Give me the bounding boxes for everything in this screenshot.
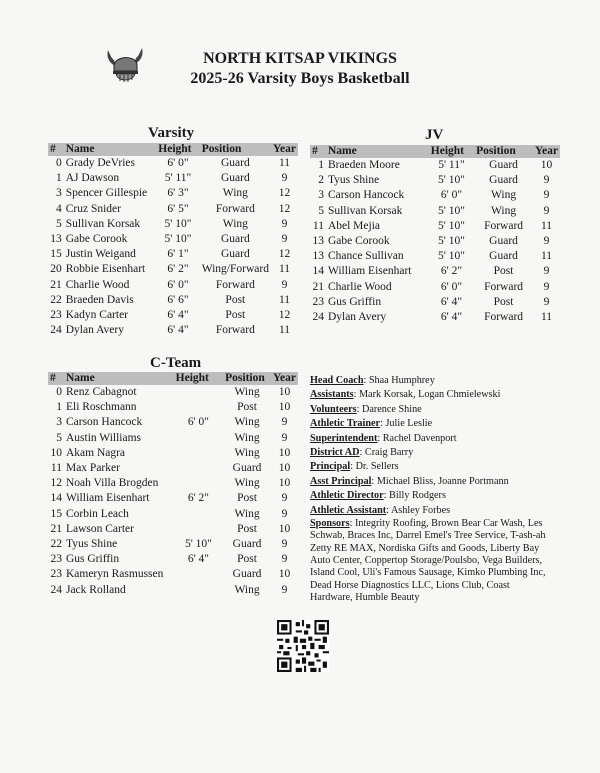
player-year: 9 [543, 189, 550, 202]
player-position: Post [237, 522, 257, 535]
staff-label: Athletic Director [310, 490, 384, 502]
player-position: Post [493, 295, 514, 308]
player-year: 9 [281, 217, 288, 230]
player-height [174, 507, 224, 522]
player-name: Dylan Avery [65, 324, 124, 337]
table-row [310, 204, 560, 219]
table-row [310, 188, 560, 203]
player-number: 5 [318, 204, 324, 217]
player-height: 5' 10" [438, 235, 465, 248]
table-row [310, 219, 560, 234]
player-name: Braeden Moore [327, 159, 400, 171]
player-position: Wing [234, 446, 260, 459]
player-year: 9 [281, 416, 288, 429]
player-name: Dylan Avery [327, 311, 387, 324]
player-name: Cruz Snider [65, 202, 121, 215]
player-height: 6' 2" [440, 265, 463, 278]
player-year: 9 [543, 280, 550, 293]
table-row [48, 247, 298, 262]
varsity-roster-table [48, 143, 298, 338]
table-row [48, 431, 298, 446]
staff-entry: Asst Principal: Michael Bliss, Joanne Portmann [310, 475, 509, 487]
staff-label: Superintendent [310, 432, 378, 444]
table-row [48, 537, 298, 552]
player-number: 15 [50, 248, 62, 261]
player-position: Wing [234, 386, 260, 398]
table-row [310, 249, 560, 264]
player-height: 6' 4" [440, 295, 463, 308]
player-number: 20 [50, 263, 62, 276]
player-height: 6' 5" [167, 202, 189, 215]
page-title: NORTH KITSAP VIKINGS [203, 50, 397, 67]
player-year: 11 [540, 219, 553, 232]
player-number: 1 [318, 159, 324, 171]
player-height: 6' 0" [440, 189, 463, 202]
player-position: Guard [489, 250, 518, 263]
player-name: Spencer Gillespie [65, 187, 148, 200]
player-name: Carson Hancock [65, 416, 143, 429]
player-position: Forward [215, 324, 255, 337]
player-name: Tyus Shine [65, 538, 118, 551]
player-name: Gus Griffin [327, 295, 382, 308]
table-row [48, 567, 298, 582]
player-position: Post [493, 265, 514, 278]
col-year-header: Year [272, 143, 296, 155]
player-year: 10 [278, 522, 291, 535]
staff-entry: Assistants: Mark Korsak, Logan Chmielewski [310, 389, 501, 401]
staff-label: District AD [310, 447, 360, 459]
player-position: Wing [234, 477, 260, 490]
player-height: 6' 3" [167, 187, 189, 200]
player-number: 11 [50, 462, 62, 475]
player-year: 10 [278, 401, 291, 414]
player-year: 9 [281, 431, 288, 444]
player-number: 5 [55, 217, 62, 230]
table-row [48, 461, 298, 476]
player-position: Wing [234, 431, 260, 444]
table-row [310, 264, 560, 279]
player-number: 11 [312, 219, 324, 232]
player-name: William Eisenhart [65, 492, 150, 505]
player-position: Guard [220, 172, 250, 185]
table-row [48, 278, 298, 293]
player-year: 11 [540, 250, 553, 263]
player-position: Forward [484, 311, 524, 324]
player-height [174, 522, 224, 537]
player-year: 10 [278, 477, 291, 490]
player-name: Gabe Corook [65, 233, 128, 246]
table-row [310, 173, 560, 188]
staff-value: Michael Bliss, Joanne Portmann [376, 475, 509, 487]
table-header-row [48, 143, 298, 156]
player-name: Charlie Wood [327, 280, 392, 293]
player-position: Guard [232, 538, 262, 551]
staff-entry: Superintendent: Rachel Davenport [310, 432, 457, 444]
player-year: 9 [543, 174, 550, 187]
player-name: Kadyn Carter [65, 309, 129, 322]
staff-entry: District AD: Craig Barry [310, 447, 414, 459]
table-header-row [48, 372, 298, 385]
col-height-header: Height [175, 372, 209, 384]
player-name: Chance Sullivan [327, 250, 404, 263]
player-height [174, 385, 224, 400]
player-year: 10 [278, 568, 291, 581]
player-number: 21 [50, 522, 62, 535]
player-name: Renz Cabagnot [65, 386, 137, 398]
player-year: 9 [543, 295, 550, 308]
staff-label: Volunteers [310, 403, 357, 415]
player-number: 22 [50, 293, 62, 306]
jv-roster-table [310, 145, 560, 325]
player-height: 6' 0" [167, 157, 189, 169]
table-row [48, 171, 298, 186]
col-height-header: Height [158, 143, 192, 155]
player-name: Gabe Corook [327, 235, 390, 248]
player-number: 12 [50, 477, 62, 490]
player-position: Guard [232, 462, 262, 475]
col-position-header: Position [201, 143, 242, 155]
player-name: Noah Villa Brogden [65, 477, 159, 490]
player-name: Austin Williams [65, 431, 142, 444]
player-position: Forward [484, 219, 524, 232]
player-name: Robbie Eisenhart [65, 263, 146, 276]
player-year: 9 [281, 233, 288, 246]
player-number: 21 [312, 280, 324, 293]
varsity-title: Varsity [148, 125, 195, 141]
sponsors-entry: Sponsors: Integrity Roofing, Brown Bear Car Wash, Les Schwab, Braces Inc, Darrel Emel's Tree Service, T-ash-ah Zetty RE MAX, Nordiska Gifts and Goods, Liberty Bay Auto Center, Coppertop Storage/Poulsbo, Vega Builders, Island Cool, Uli's Famous Sausage, Kimko Plumbing Inc, Dead Horse Diagnostics LLC, Lions Club, Coast Hardware, Humble Beauty [310, 518, 546, 603]
player-height [174, 461, 224, 476]
player-number: 24 [50, 583, 62, 596]
player-year: 11 [278, 293, 291, 306]
player-name: William Eisenhart [327, 265, 412, 278]
jv-title: JV [425, 127, 444, 143]
staff-entry: Principal: Dr. Sellers [310, 461, 399, 473]
player-number: 3 [318, 189, 324, 202]
staff-label: Athletic Assistant [310, 504, 387, 516]
player-number: 3 [55, 187, 62, 200]
player-number: 2 [318, 174, 324, 187]
player-year: 10 [278, 386, 291, 398]
player-year: 11 [278, 157, 291, 169]
player-position: Wing [491, 189, 517, 202]
player-number: 24 [50, 324, 62, 337]
staff-value: Dr. Sellers [355, 461, 399, 473]
table-row [48, 323, 298, 338]
table-row [48, 446, 298, 461]
player-position: Wing [491, 204, 517, 217]
player-position: Post [237, 553, 257, 566]
player-year: 9 [281, 538, 288, 551]
staff-value: Craig Barry [364, 447, 414, 459]
player-name: Tyus Shine [327, 174, 380, 187]
player-height [174, 567, 224, 582]
player-position: Post [225, 309, 246, 322]
player-height: 5' 10" [438, 219, 465, 232]
player-year: 12 [278, 187, 291, 200]
player-name: Justin Weigand [65, 248, 136, 261]
staff-label: Asst Principal [310, 475, 372, 487]
player-name: Max Parker [65, 462, 120, 475]
player-height: 6' 0" [167, 278, 189, 291]
staff-label: Principal [310, 461, 351, 473]
player-year: 12 [278, 309, 291, 322]
staff-value: Shaa Humphrey [368, 375, 435, 386]
table-row [310, 280, 560, 295]
player-name: Braeden Davis [65, 293, 134, 306]
player-name: Jack Rolland [65, 583, 126, 596]
staff-entry: Athletic Director: Billy Rodgers [310, 490, 446, 502]
player-number: 4 [55, 202, 62, 215]
player-number: 23 [50, 553, 62, 566]
player-height: 5' 10" [184, 538, 212, 551]
staff-list [310, 374, 555, 604]
cteam-title: C-Team [150, 355, 202, 371]
player-number: 23 [312, 295, 324, 308]
col-position-header: Position [476, 145, 516, 157]
player-year: 9 [281, 492, 288, 505]
table-row [48, 308, 298, 323]
player-name: Akam Nagra [65, 446, 126, 459]
player-name: Abel Mejia [327, 219, 381, 232]
player-number: 14 [312, 265, 324, 278]
player-name: Sullivan Korsak [65, 217, 141, 230]
player-year: 10 [278, 462, 291, 475]
player-height: 6' 4" [440, 311, 463, 324]
player-name: Eli Roschmann [65, 401, 137, 414]
col-name-header: Name [327, 145, 357, 157]
player-height: 6' 4" [167, 324, 189, 337]
table-row [310, 295, 560, 310]
table-row [48, 385, 298, 400]
table-row [48, 262, 298, 277]
player-number: 0 [55, 157, 62, 169]
player-position: Guard [220, 248, 250, 261]
staff-entry: Athletic Assistant: Ashley Forbes [310, 504, 451, 516]
player-height [174, 583, 224, 598]
player-number: 13 [312, 250, 324, 263]
sponsors-value: Integrity Roofing, Brown Bear Car Wash, Les Schwab, Braces Inc, Darrel Emel's Tree Service, T-ash-ah Zetty RE MAX, Nordiska Gifts and Goods, Liberty Bay Auto Center, Coppertop Storage/Poulsbo, Vega Builders, Island Cool, Uli's Famous Sausage, Kimko Plumbing Inc, Dead Horse Diagnostics LLC, Lions Club, Coast Hardware, Humble Beauty [310, 518, 546, 603]
player-position: Wing/Forward [201, 263, 269, 276]
staff-label: Head Coach [310, 375, 364, 386]
table-row [48, 293, 298, 308]
staff-label: Assistants [310, 389, 354, 401]
player-height: 6' 0" [187, 416, 209, 429]
player-number: 15 [50, 507, 62, 520]
player-year: 11 [540, 311, 553, 324]
table-row [310, 234, 560, 249]
player-position: Post [225, 293, 246, 306]
player-name: AJ Dawson [65, 172, 120, 185]
player-height: 5' 10" [438, 204, 465, 217]
col-name-header: Name [65, 372, 95, 384]
player-position: Guard [220, 233, 250, 246]
player-height [174, 431, 224, 446]
col-position-header: Position [225, 372, 265, 384]
player-name: Lawson Carter [65, 522, 134, 535]
player-position: Guard [232, 568, 262, 581]
staff-label: Athletic Trainer [310, 418, 381, 430]
player-number: 24 [312, 311, 324, 324]
player-year: 9 [281, 583, 288, 596]
player-position: Guard [489, 174, 518, 187]
player-position: Forward [215, 278, 255, 291]
player-name: Kameryn Rasmussen [65, 568, 164, 581]
player-year: 9 [543, 204, 550, 217]
table-row [48, 583, 298, 598]
col-year-header: Year [272, 372, 296, 384]
table-row [310, 310, 560, 325]
player-number: 0 [56, 386, 62, 398]
player-height: 5' 10" [164, 233, 192, 246]
table-row [48, 400, 298, 415]
player-year: 9 [281, 278, 288, 291]
player-height: 6' 6" [167, 293, 189, 306]
player-year: 12 [278, 202, 291, 215]
table-row [48, 186, 298, 201]
player-height: 6' 1" [167, 248, 189, 261]
col-num-header: # [50, 143, 56, 155]
player-position: Wing [222, 217, 248, 230]
cteam-roster-table [48, 372, 298, 598]
table-header-row [310, 145, 560, 158]
player-number: 13 [50, 233, 62, 246]
player-height: 5' 10" [164, 217, 192, 230]
sponsors-label: Sponsors [310, 518, 350, 530]
page-subtitle: 2025-26 Varsity Boys Basketball [190, 70, 410, 87]
player-position: Wing [234, 583, 260, 596]
staff-value: Darence Shine [362, 403, 422, 415]
table-row [48, 552, 298, 567]
player-number: 13 [312, 235, 324, 248]
table-row [310, 158, 560, 173]
player-year: 9 [543, 235, 550, 248]
player-number: 21 [50, 278, 62, 291]
player-name: Grady DeVries [65, 157, 135, 169]
player-height: 5' 11" [164, 172, 192, 185]
player-position: Wing [222, 187, 248, 200]
player-height: 6' 4" [167, 309, 189, 322]
player-name: Corbin Leach [65, 507, 129, 520]
player-name: Gus Griffin [65, 553, 120, 566]
staff-value: Billy Rodgers [389, 490, 446, 502]
player-height: 6' 2" [167, 263, 189, 276]
player-year: 9 [543, 265, 550, 278]
player-position: Post [237, 401, 257, 414]
table-row [48, 476, 298, 491]
player-year: 9 [281, 172, 288, 185]
player-height: 5' 10" [438, 250, 465, 263]
player-position: Guard [489, 235, 518, 248]
player-number: 22 [50, 538, 62, 551]
table-row [48, 522, 298, 537]
staff-value: Rachel Davenport [382, 432, 457, 444]
col-year-header: Year [534, 145, 558, 157]
player-year: 12 [278, 248, 291, 261]
player-year: 10 [540, 159, 553, 171]
player-height: 6' 0" [440, 280, 463, 293]
player-number: 23 [50, 568, 62, 581]
player-year: 9 [281, 553, 288, 566]
player-position: Forward [484, 280, 524, 293]
staff-entry: Volunteers: Darence Shine [310, 403, 422, 415]
player-position: Guard [220, 157, 250, 169]
player-position: Wing [234, 507, 260, 520]
col-num-header: # [50, 372, 56, 384]
player-name: Charlie Wood [65, 278, 130, 291]
player-number: 3 [56, 416, 62, 429]
player-year: 10 [278, 446, 291, 459]
player-year: 11 [278, 324, 291, 337]
player-position: Post [237, 492, 257, 505]
player-height: 5' 10" [438, 174, 465, 187]
table-row [48, 232, 298, 247]
table-row [48, 415, 298, 430]
qr-code-icon [277, 620, 329, 672]
player-height: 6' 4" [187, 553, 209, 566]
staff-value: Julie Leslie [385, 418, 433, 430]
player-name: Carson Hancock [327, 189, 405, 202]
player-height: 6' 2" [187, 492, 209, 505]
player-height: 5' 11" [438, 159, 465, 171]
player-number: 23 [50, 309, 62, 322]
table-row [48, 491, 298, 506]
col-height-header: Height [430, 145, 464, 157]
staff-value: Ashley Forbes [390, 504, 451, 516]
player-number: 1 [56, 401, 62, 414]
table-row [48, 217, 298, 232]
col-name-header: Name [65, 143, 95, 155]
player-number: 14 [50, 492, 62, 505]
player-position: Forward [215, 202, 255, 215]
staff-value: Mark Korsak, Logan Chmielewski [358, 389, 501, 401]
player-name: Sullivan Korsak [327, 204, 403, 217]
table-row [48, 156, 298, 171]
table-row [48, 507, 298, 522]
player-position: Guard [489, 159, 518, 171]
player-year: 11 [278, 263, 291, 276]
staff-entry: Head Coach: Shaa Humphrey [310, 375, 435, 386]
player-height [174, 476, 224, 491]
player-number: 10 [50, 446, 62, 459]
player-number: 5 [56, 431, 62, 444]
player-position: Wing [234, 416, 260, 429]
player-number: 1 [55, 172, 62, 185]
col-num-header: # [312, 145, 318, 157]
player-height [174, 400, 224, 415]
staff-entry: Athletic Trainer: Julie Leslie [310, 418, 433, 430]
table-row [48, 202, 298, 217]
player-year: 9 [281, 507, 288, 520]
player-height [174, 446, 224, 461]
